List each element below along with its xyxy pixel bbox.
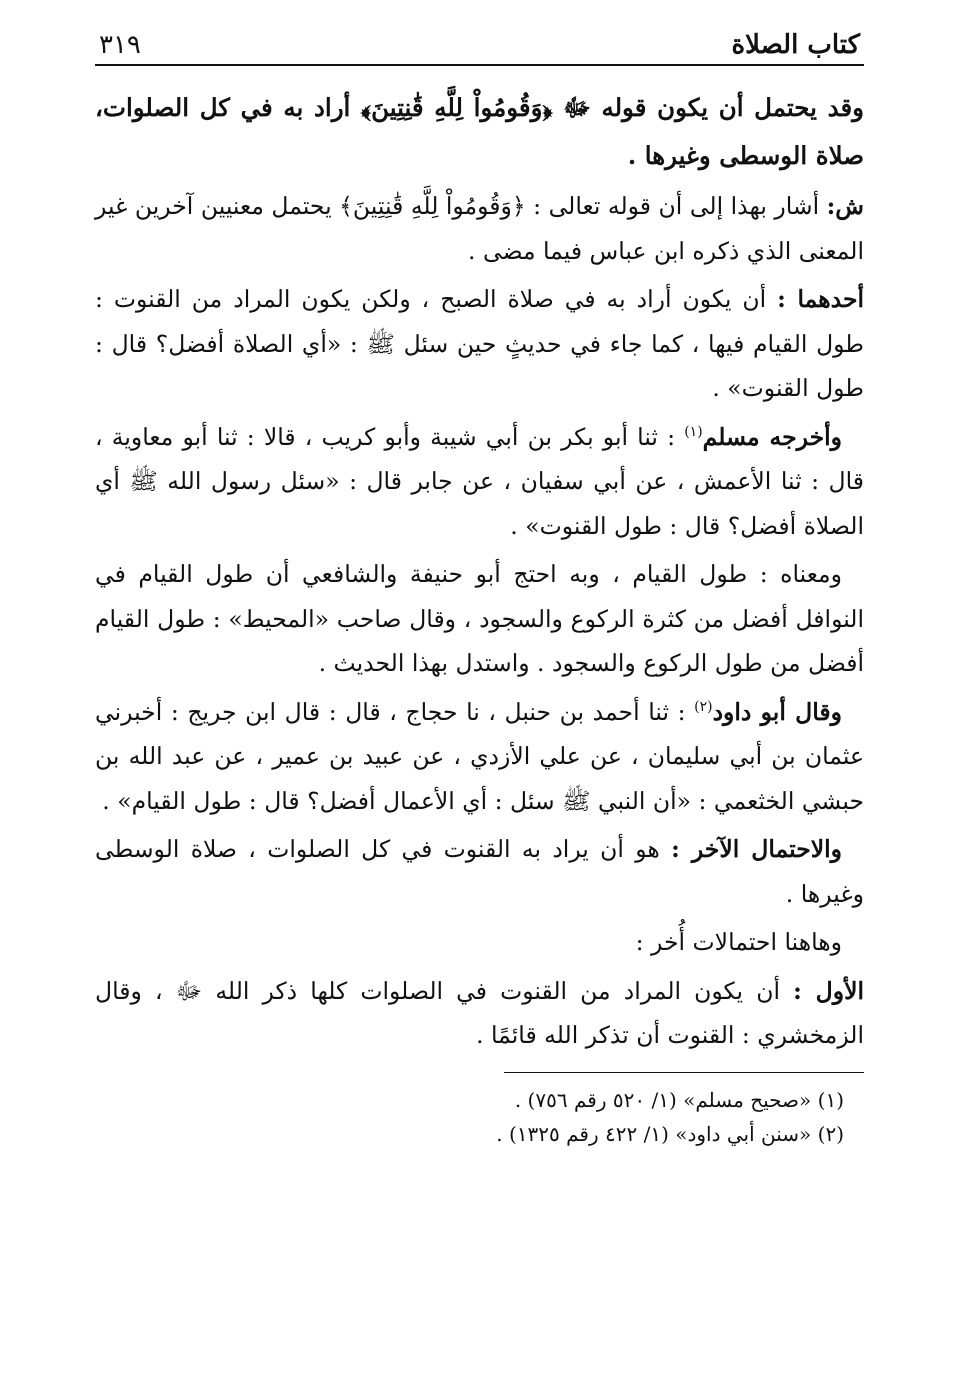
sharh-paragraph: [95, 184, 864, 273]
page-number: ٣١٩: [99, 30, 141, 60]
explanation-paragraph: [95, 827, 864, 916]
paragraph-text: وقد يحتمل أن يكون قوله ﷻ ﴿وَقُومُواْ لِلَّهِ قَٰنِتِينَ﴾ أراد به في كل الصلوات، صلاة الوسطى وغيرها .: [95, 93, 864, 170]
paragraph-text: ومعناه : طول القيام ، وبه احتج أبو حنيفة والشافعي أن طول القيام في النوافل أفضل من كثرة الركوع والسجود ، وقال صاحب «المحيط» : طول القيام أفضل من طول الركوع والسجود . واستدل بهذا الحديث .: [95, 560, 864, 677]
footnote-divider: [504, 1072, 864, 1073]
footnote-marker: (٢): [694, 698, 713, 715]
paragraph-lead: وأخرجه مسلم: [702, 422, 842, 451]
paragraph-text: أن يكون المراد من القنوت في الصلوات كلها ذكر الله ﷻ ، وقال الزمخشري : القنوت أن تذكر الله قائمًا .: [95, 976, 864, 1049]
paragraph-text: : ثنا أبو بكر بن أبي شيبة وأبو كريب ، قالا : ثنا أبو معاوية ، قال : ثنا الأعمش ، عن أبي سفيان ، عن جابر قال : «سئل رسول الله ﷺ أي الصلاة أفضل؟ قال : طول القنوت» .: [95, 422, 864, 540]
matn-paragraph: [95, 84, 864, 180]
footnote-marker: (١): [684, 423, 703, 440]
paragraph-lead: ش:: [826, 192, 864, 220]
hadith-paragraph: [95, 690, 864, 824]
hadith-paragraph: [95, 415, 864, 549]
paragraph-text: هو أن يراد به القنوت في كل الصلوات ، صلاة الوسطى وغيرها .: [95, 835, 864, 908]
explanation-paragraph: [95, 277, 864, 411]
explanation-paragraph: [95, 969, 864, 1058]
page-header: [95, 30, 864, 66]
explanation-paragraph: [95, 920, 864, 965]
paragraph-lead: الأول :: [793, 976, 864, 1005]
paragraph-lead: أحدهما :: [777, 285, 865, 313]
paragraph-text: وهاهنا احتمالات أُخر :: [635, 928, 842, 956]
footnote: (١) «صحيح مسلم» (١/ ٥٢٠ رقم ٧٥٦) .: [514, 1087, 844, 1112]
explanation-paragraph: [95, 552, 864, 686]
paragraph-lead: والاحتمال الآخر :: [671, 835, 843, 863]
paragraph-text: أشار بهذا إلى أن قوله تعالى : ﴿وَقُومُواْ لِلَّهِ قَٰنِتِينَ﴾ يحتمل معنيين آخرين غير المعنى الذي ذكره ابن عباس فيما مضى .: [95, 192, 864, 265]
running-title: كتاب الصلاة: [731, 30, 860, 60]
footnote: (٢) «سنن أبي داود» (١/ ٤٢٢ رقم ١٣٢٥) .: [496, 1121, 844, 1146]
paragraph-text: : ثنا أحمد بن حنبل ، نا حجاج ، قال : قال ابن جريج : أخبرني عثمان بن أبي سليمان ، عن علي الأزدي ، عن عبيد بن عمير ، عن عبد الله بن حبشي الخثعمي : «أن النبي ﷺ سئل : أي الأعمال أفضل؟ قال : طول القيام» .: [95, 697, 864, 815]
paragraph-lead: وقال أبو داود: [712, 697, 842, 726]
paragraph-text: أن يكون أراد به في صلاة الصبح ، ولكن يكون المراد من القنوت : طول القيام فيها ، كما جاء في حديثٍ حين سئل ﷺ : «أي الصلاة أفضل؟ قال : طول القنوت» .: [95, 285, 864, 402]
